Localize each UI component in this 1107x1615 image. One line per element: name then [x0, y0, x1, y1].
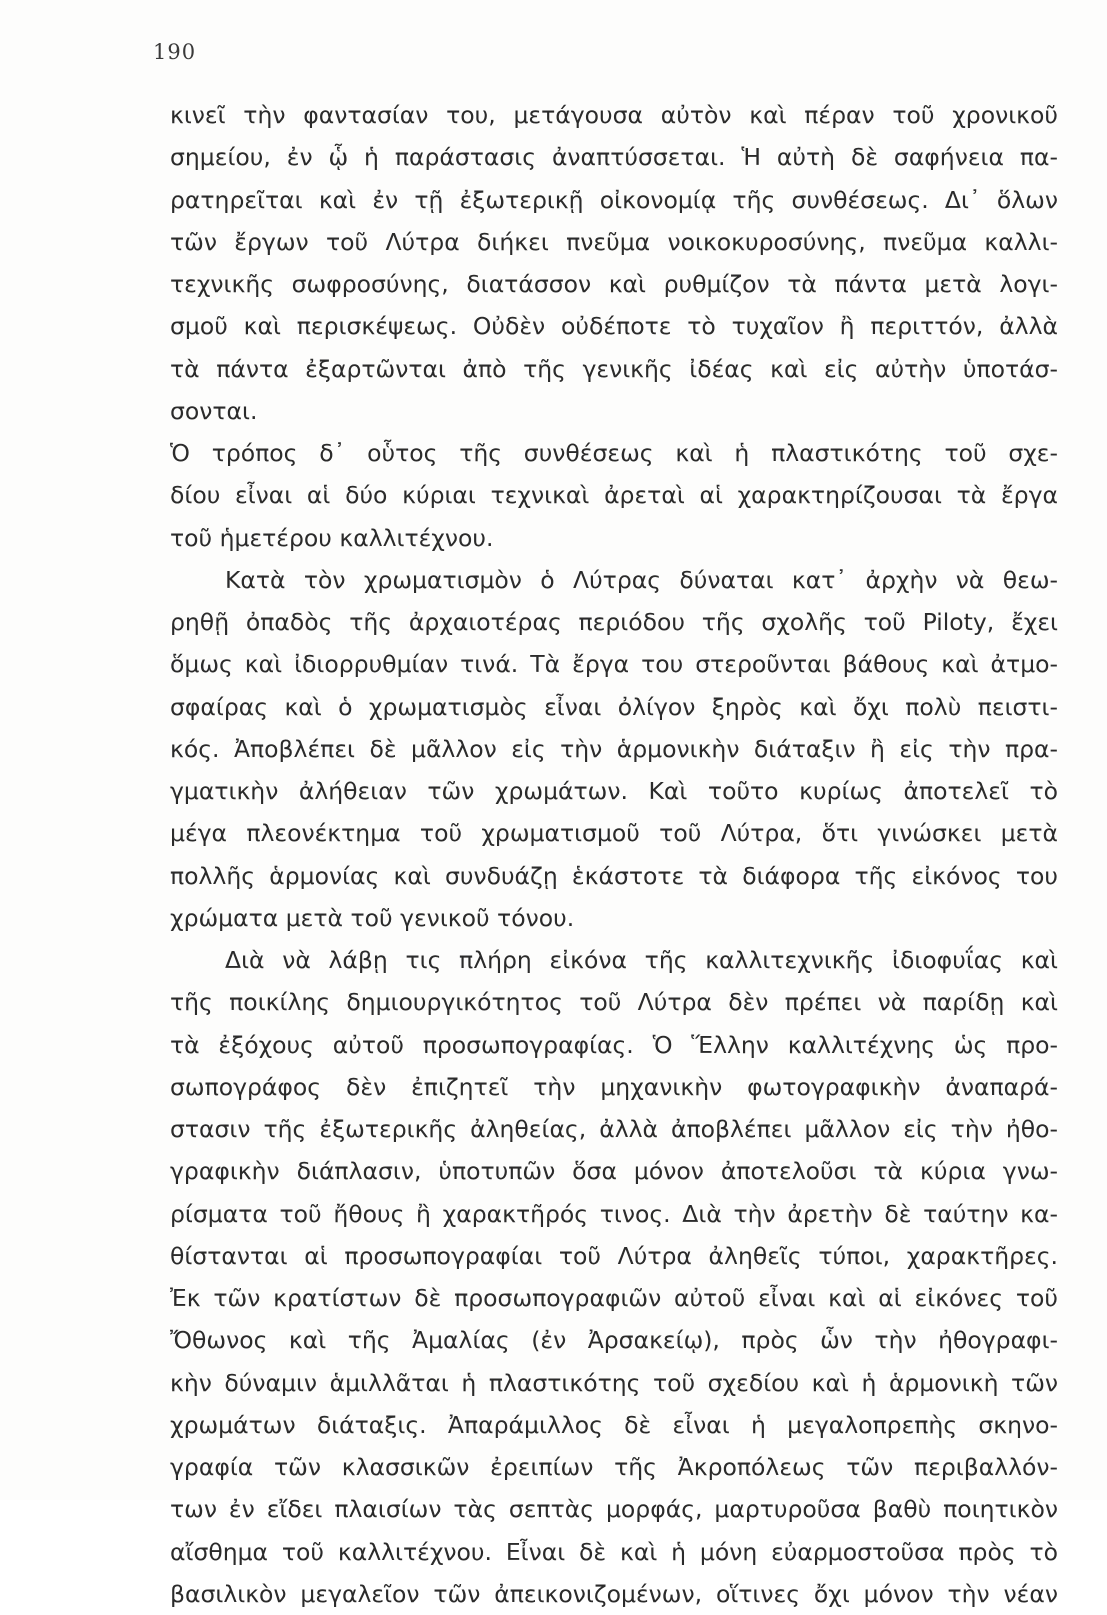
text-line: χρωμάτων διάταξις. Ἀπαράμιλλος δὲ εἶναι ἡ μεγαλοπρεπὴς σκηνο-	[170, 1410, 1058, 1439]
page-number: 190	[153, 40, 197, 64]
text-line: γματικὴν ἀλήθειαν τῶν χρωμάτων. Καὶ τοῦτο κυρίως ἀποτελεῖ τὸ	[170, 777, 1058, 805]
text-line: σονται.	[170, 396, 258, 425]
text-line: σωπογράφος δὲν ἐπιζητεῖ τὴν μηχανικὴν φωτογραφικὴν ἀναπαρά-	[170, 1072, 1058, 1101]
text-line: τὰ ἐξόχους αὐτοῦ προσωπογραφίας. Ὁ Ἕλλην καλλιτέχνης ὡς προ-	[170, 1030, 1058, 1059]
text-line: ρατηρεῖται καὶ ἐν τῇ ἐξωτερικῇ οἰκονομίᾳ τῆς συνθέσεως. Δι᾽ ὅλων	[170, 185, 1058, 214]
text-line: τεχνικῆς σωφροσύνης, διατάσσον καὶ ρυθμίζον τὰ πάντα μετὰ λογι-	[170, 270, 1058, 298]
text-line: κινεῖ τὴν φαντασίαν του, μετάγουσα αὐτὸν καὶ πέραν τοῦ χρονικοῦ	[170, 101, 1058, 129]
text-line: σμοῦ καὶ περισκέψεως. Οὐδὲν οὐδέποτε τὸ τυχαῖον ἢ περιττόν, ἀλλὰ	[170, 312, 1058, 341]
text-line: κός. Ἀποβλέπει δὲ μᾶλλον εἰς τὴν ἁρμονικὴν διάταξιν ἢ εἰς τὴν πρα-	[170, 734, 1058, 763]
text-line: Ὄθωνος καὶ τῆς Ἀμαλίας (ἐν Ἀρσακείῳ), πρὸς ὧν τὴν ἠθογραφι-	[170, 1326, 1058, 1355]
text-line: Ὁ τρόπος δ᾽ οὗτος τῆς συνθέσεως καὶ ἡ πλαστικότης τοῦ σχε-	[170, 439, 1058, 467]
text-line: τῶν ἔργων τοῦ Λύτρα διήκει πνεῦμα νοικοκυροσύνης, πνεῦμα καλλι-	[170, 227, 1058, 256]
text-line: αἴσθημα τοῦ καλλιτέχνου. Εἶναι δὲ καὶ ἡ μόνη εὐαρμοστοῦσα πρὸς τὸ	[170, 1537, 1058, 1566]
text-line: χρώματα μετὰ τοῦ γενικοῦ τόνου.	[170, 903, 575, 932]
text-line: κὴν δύναμιν ἁμιλλᾶται ἡ πλαστικότης τοῦ σχεδίου καὶ ἡ ἁρμονικὴ τῶν	[170, 1368, 1058, 1397]
text-line: μέγα πλεονέκτημα τοῦ χρωματισμοῦ τοῦ Λύτρα, ὅτι γινώσκει μετὰ	[170, 819, 1058, 848]
text-line: δίου εἶναι αἱ δύο κύριαι τεχνικαὶ ἀρεταὶ αἱ χαρακτηρίζουσαι τὰ ἔργα	[170, 481, 1058, 510]
text-line: σημείου, ἐν ᾧ ἡ παράστασις ἀναπτύσσεται. Ἡ αὐτὴ δὲ σαφήνεια πα-	[170, 143, 1058, 172]
text-line: τοῦ ἡμετέρου καλλιτέχνου.	[170, 523, 494, 552]
text-line: των ἐν εἴδει πλαισίων τὰς σεπτὰς μορφάς, μαρτυροῦσα βαθὺ ποιητικὸν	[170, 1495, 1058, 1524]
text-line: πολλῆς ἁρμονίας καὶ συνδυάζῃ ἑκάστοτε τὰ διάφορα τῆς εἰκόνος του	[170, 861, 1058, 890]
body-text	[170, 94, 1058, 1615]
text-line: γραφικὴν διάπλασιν, ὑποτυπῶν ὅσα μόνον ἀποτελοῦσι τὰ κύρια γνω-	[170, 1157, 1058, 1186]
text-line: Κατὰ τὸν χρωματισμὸν ὁ Λύτρας δύναται κατ᾽ ἀρχὴν νὰ θεω-	[225, 565, 1058, 594]
text-line: τῆς ποικίλης δημιουργικότητος τοῦ Λύτρα δὲν πρέπει νὰ παρίδῃ καὶ	[170, 988, 1058, 1017]
text-line: γραφία τῶν κλασσικῶν ἐρειπίων τῆς Ἀκροπόλεως τῶν περιβαλλόν-	[170, 1453, 1058, 1481]
text-line: ρίσματα τοῦ ἤθους ἢ χαρακτῆρός τινος. Διὰ τὴν ἀρετὴν δὲ ταύτην κα-	[170, 1199, 1058, 1228]
text-line: Διὰ νὰ λάβῃ τις πλήρη εἰκόνα τῆς καλλιτεχνικῆς ἰδιοφυΐας καὶ	[225, 946, 1058, 974]
text-line: βασιλικὸν μεγαλεῖον τῶν ἀπεικονιζομένων, οἵτινες ὄχι μόνον τὴν νέαν	[170, 1579, 1058, 1608]
text-line: θίστανται αἱ προσωπογραφίαι τοῦ Λύτρα ἀληθεῖς τύποι, χαρακτῆρες.	[170, 1241, 1058, 1270]
text-line: στασιν τῆς ἐξωτερικῆς ἀληθείας, ἀλλὰ ἀποβλέπει μᾶλλον εἰς τὴν ἠθο-	[170, 1115, 1058, 1143]
text-line: σφαίρας καὶ ὁ χρωματισμὸς εἶναι ὀλίγον ξηρὸς καὶ ὄχι πολὺ πειστι-	[170, 692, 1058, 721]
text-line: Ἐκ τῶν κρατίστων δὲ προσωπογραφιῶν αὐτοῦ εἶναι καὶ αἱ εἰκόνες τοῦ	[170, 1284, 1058, 1312]
text-line: τὰ πάντα ἐξαρτῶνται ἀπὸ τῆς γενικῆς ἰδέας καὶ εἰς αὐτὴν ὑποτάσ-	[170, 354, 1058, 383]
text-line: ὅμως καὶ ἰδιορρυθμίαν τινά. Τὰ ἔργα του στεροῦνται βάθους καὶ ἀτμο-	[170, 650, 1058, 679]
text-line: ρηθῇ ὀπαδὸς τῆς ἀρχαιοτέρας περιόδου τῆς σχολῆς τοῦ Piloty, ἔχει	[170, 608, 1058, 636]
